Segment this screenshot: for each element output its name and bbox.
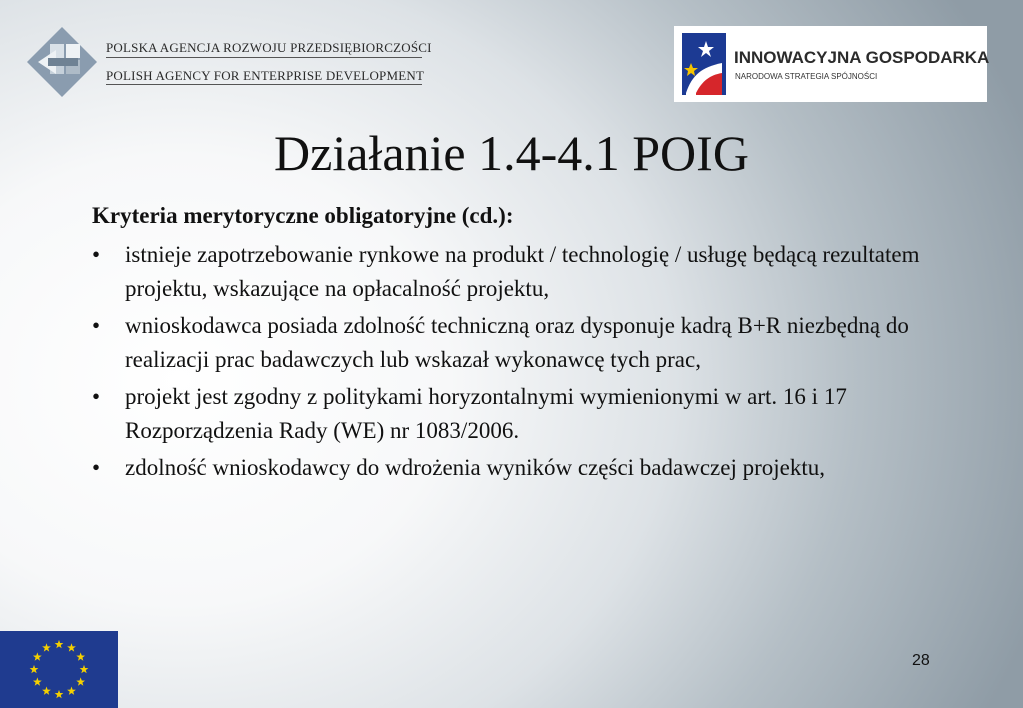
innowacyjna-gospodarka-logo [674,26,990,102]
page-number: 28 [912,652,930,669]
list-item [92,309,932,377]
bullet-text: projekt jest zgodny z politykami horyzontalnymi wymienionymi w art. 16 i 17 Rozporządzenia Rady (WE) nr 1083/2006. [125,384,847,443]
list-item [92,238,932,306]
ig-subtitle: NARODOWA STRATEGIA SPÓJNOŚCI [735,72,878,81]
parp-logo-icon [26,26,98,98]
bullet-icon: • [92,242,101,267]
criteria-list [92,238,932,485]
parp-divider [106,57,422,58]
parp-name-polish: POLSKA AGENCJA ROZWOJU PRZEDSIĘBIORCZOŚCI [106,40,432,55]
bullet-icon: • [92,455,101,480]
bullet-text: istnieje zapotrzebowanie rynkowe na produkt / technologię / usługę będącą rezultatem projektu, wskazujące na opłacalność projektu, [125,242,920,301]
ig-title: INNOWACYJNA GOSPODARKA [734,48,990,67]
parp-divider [106,84,422,85]
list-item [92,380,932,448]
criteria-heading: Kryteria merytoryczne obligatoryjne (cd.): [92,203,514,228]
ig-flag-icon [682,33,726,95]
bullet-icon: • [92,313,101,338]
slide-content [92,200,932,488]
eu-flag-icon [0,631,118,708]
bullet-text: zdolność wnioskodawcy do wdrożenia wyników części badawczej projektu, [125,455,825,480]
bullet-text: wnioskodawca posiada zdolność techniczną oraz dysponuje kadrą B+R niezbędną do realizacji prac badawczych lub wskazał wykonawcę tych prac, [125,313,909,372]
list-item [92,451,932,485]
parp-name-english: POLISH AGENCY FOR ENTERPRISE DEVELOPMENT [106,68,425,83]
bullet-icon: • [92,384,101,409]
slide-title: Działanie 1.4-4.1 POIG [274,125,749,181]
